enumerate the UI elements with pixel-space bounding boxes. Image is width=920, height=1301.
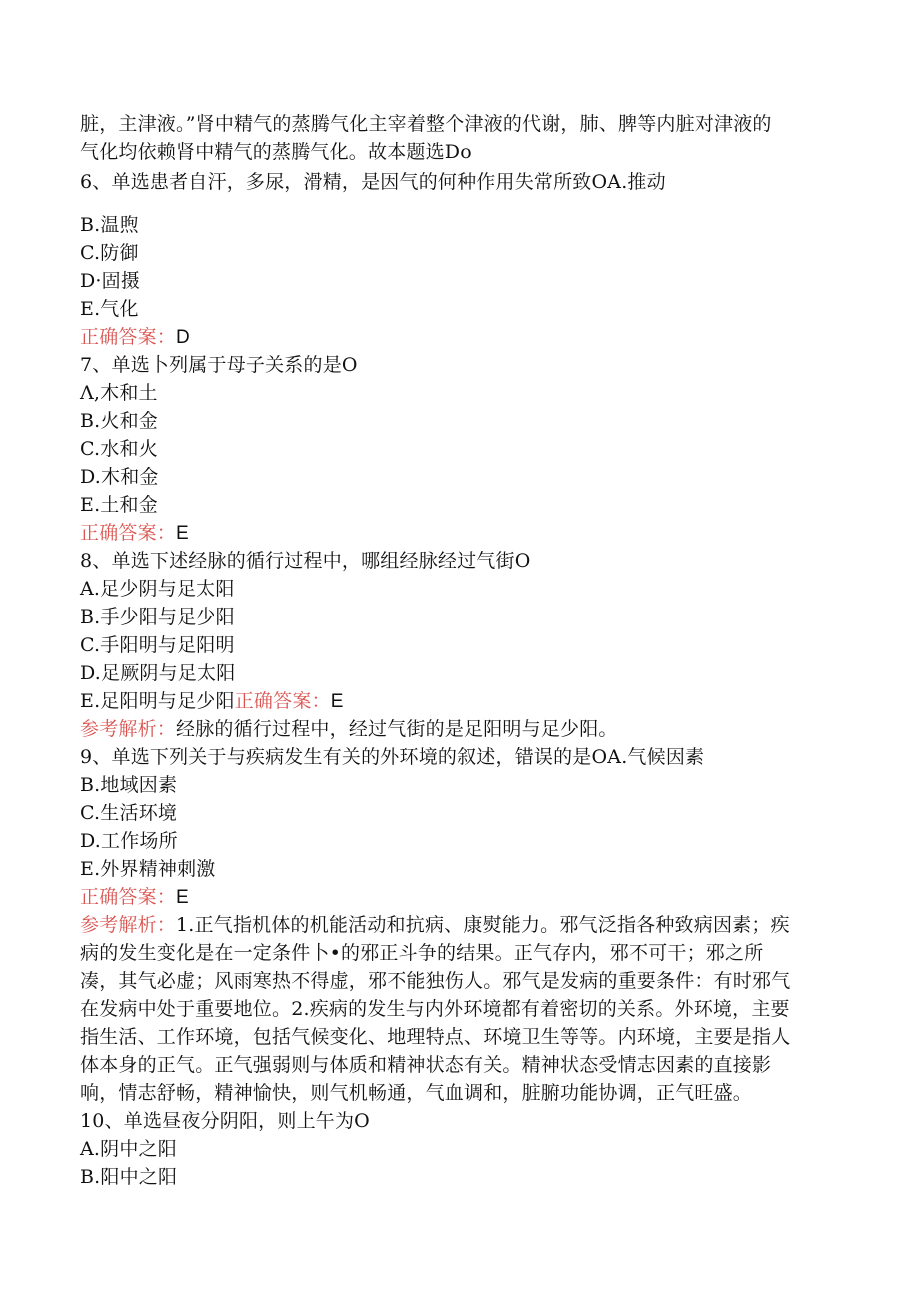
q10-option-b: B.阳中之阳 <box>80 1166 178 1188</box>
answer-label: 正确答案： <box>234 690 331 712</box>
question-6: 6、单选患者自汗，多尿，滑精，是因气的何种作用失常所致OA.推动 <box>80 171 666 193</box>
answer-label: 正确答案： <box>80 886 177 908</box>
q10-option-a: A.阴中之阳 <box>80 1138 177 1160</box>
answer-value: D <box>176 327 190 348</box>
analysis-label: 参考解析： <box>80 914 177 936</box>
q9-option-c: C.生活环境 <box>80 802 178 824</box>
answer-value: E <box>176 523 189 544</box>
q9-answer <box>80 883 840 912</box>
q6-option-d: D·固摄 <box>80 270 141 292</box>
question-7: 7、单选卜列属于母子关系的是O <box>80 354 358 376</box>
q7-option-d: D.木和金 <box>80 466 159 488</box>
q7-option-c: C.水和火 <box>80 438 158 460</box>
q7-answer <box>80 519 840 548</box>
answer-label: 正确答案： <box>80 522 177 544</box>
q8-option-e-and-answer <box>80 687 840 716</box>
q7-option-a: Λ,木和土 <box>80 382 158 404</box>
q7-option-e: E.土和金 <box>80 494 158 516</box>
q8-analysis <box>80 715 840 743</box>
q8-option-c: C.手阳明与足阳明 <box>80 634 235 656</box>
q9-option-e: E.外界精神刺激 <box>80 858 216 880</box>
q8-option-b: B.手少阳与足少阳 <box>80 606 235 628</box>
q8-option-a: A.足少阴与足太阳 <box>80 578 235 600</box>
analysis-label: 参考解析： <box>80 718 177 740</box>
question-10: 10、单选昼夜分阴阳，则上午为O <box>80 1110 370 1132</box>
q8-option-d: D.足厥阴与足太阳 <box>80 662 236 684</box>
answer-label: 正确答案： <box>80 326 177 348</box>
q9-analysis-line: 响，情志舒畅，精神愉快，则气机畅通，气血调和，脏腑功能协调，正气旺盛。 <box>80 1082 753 1104</box>
analysis-text: 经脉的循行过程中，经过气街的是足阳明与足少阳。 <box>176 718 618 740</box>
question-9: 9、单选下列关于与疾病发生有关的外环境的叙述，错误的是OA.气候因素 <box>80 746 705 768</box>
q8-option-e: E.足阳明与足少阳 <box>80 690 235 712</box>
analysis-text: 1.正气指机体的机能活动和抗病、康熨能力。邪气泛指各种致病因素；疾 <box>176 914 790 936</box>
q9-option-d: D.工作场所 <box>80 830 178 852</box>
q6-option-e: E.气化 <box>80 298 139 320</box>
q7-option-b: B.火和金 <box>80 410 159 432</box>
q9-analysis-first-line <box>80 911 840 939</box>
q9-analysis-line: 体本身的正气。正气强弱则与体质和精神状态有关。精神状态受情志因素的直接影 <box>80 1054 772 1076</box>
answer-value: E <box>330 691 344 712</box>
q9-analysis-line: 凑，其气必虚；风雨寒热不得虚，邪不能独伤人。邪气是发病的重要条件：有时邪气 <box>80 970 791 992</box>
intro-text-line-1: 脏，主津液。”肾中精气的蒸腾气化主宰着整个津液的代谢，肺、脾等内脏对津液的 <box>80 113 772 135</box>
intro-text-line-2: 气化均依赖肾中精气的蒸腾气化。故本题选Do <box>80 141 472 163</box>
question-8: 8、单选下述经脉的循行过程中，哪组经脉经过气街O <box>80 550 531 572</box>
answer-value: E <box>176 887 189 908</box>
q9-analysis-line: 在发病中处于重要地位。2.疾病的发生与内外环境都有着密切的关系。外环境，主要 <box>80 998 790 1020</box>
q9-analysis-line: 病的发生变化是在一定条件卜•的邪正斗争的结果。正气存内，邪不可干；邪之所 <box>80 942 764 964</box>
q9-option-b: B.地域因素 <box>80 774 178 796</box>
q6-option-c: C.防御 <box>80 242 139 264</box>
q6-answer <box>80 323 840 352</box>
q6-option-b: B.温煦 <box>80 214 139 236</box>
q9-analysis-line: 指生活、工作环境，包括气候变化、地理特点、环境卫生等等。内环境，主要是指人 <box>80 1026 791 1048</box>
